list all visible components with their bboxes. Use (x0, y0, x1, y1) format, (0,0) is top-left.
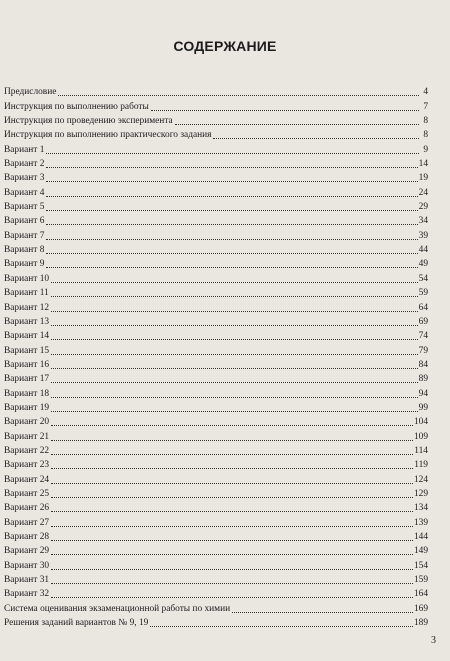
toc-entry-label: Вариант 23 (4, 460, 50, 471)
dot-leader (46, 153, 419, 154)
dot-leader (51, 339, 418, 340)
toc-entry-label: Вариант 11 (4, 288, 49, 299)
toc-entry (4, 184, 428, 198)
dot-leader (46, 181, 417, 182)
toc-entry (4, 98, 428, 112)
toc-entry (4, 170, 428, 184)
dot-leader (150, 626, 413, 627)
toc-entry (4, 443, 428, 457)
toc-entry-label: Вариант 9 (4, 259, 45, 270)
toc-entry (4, 113, 428, 127)
toc-entry-label: Вариант 29 (4, 546, 50, 557)
page-number: 3 (431, 635, 436, 646)
dot-leader (46, 167, 417, 168)
toc-entry (4, 615, 428, 629)
toc-entry (4, 428, 428, 442)
toc-entry-page: 64 (418, 302, 428, 313)
toc-entry-page: 8 (423, 130, 428, 141)
toc-entry-label: Вариант 24 (4, 474, 50, 485)
toc-entry-label: Вариант 4 (4, 187, 45, 198)
toc-entry-page: 189 (413, 618, 428, 629)
toc-entry-label: Вариант 5 (4, 202, 45, 213)
dot-leader (51, 311, 418, 312)
toc-entry (4, 227, 428, 241)
toc-entry-page: 34 (418, 216, 428, 227)
toc-entry-page: 74 (418, 331, 428, 342)
dot-leader (175, 124, 419, 125)
toc-entry-page: 59 (418, 288, 428, 299)
toc-entry-label: Вариант 20 (4, 417, 50, 428)
toc-entry-page: 164 (413, 589, 428, 600)
toc-entry-page: 139 (413, 517, 428, 528)
toc-entry-page: 154 (413, 560, 428, 571)
toc-entry-page: 7 (423, 101, 428, 112)
toc-entry (4, 199, 428, 213)
dot-leader (46, 210, 417, 211)
toc-entry (4, 385, 428, 399)
toc-entry-label: Вариант 26 (4, 503, 50, 514)
dot-leader (46, 239, 417, 240)
toc-entry-page: 44 (418, 245, 428, 256)
toc-entry (4, 557, 428, 571)
toc-entry-page: 109 (413, 431, 428, 442)
toc-entry-label: Система оценивания экзаменационной работы по химии (4, 603, 231, 614)
toc-entry (4, 270, 428, 284)
dot-leader (51, 554, 413, 555)
page-title: СОДЕРЖАНИЕ (173, 38, 277, 54)
toc-entry (4, 572, 428, 586)
toc-entry-page: 9 (423, 144, 428, 155)
toc-entry-label: Вариант 32 (4, 589, 50, 600)
toc-entry-page: 129 (413, 488, 428, 499)
toc-entry-label: Решения заданий вариантов № 9, 19 (4, 618, 149, 629)
toc-entry (4, 371, 428, 385)
toc-entry-page: 99 (418, 402, 428, 413)
toc-entry-page: 54 (418, 273, 428, 284)
toc-entry-label: Вариант 27 (4, 517, 50, 528)
toc-entry-label: Вариант 15 (4, 345, 50, 356)
toc-entry-page: 8 (423, 116, 428, 127)
toc-entry-page: 14 (418, 159, 428, 170)
toc-entry (4, 471, 428, 485)
toc-entry-label: Инструкция по выполнению практического задания (4, 130, 212, 141)
toc-entry-page: 169 (413, 603, 428, 614)
toc-entry (4, 256, 428, 270)
toc-entry-label: Вариант 13 (4, 316, 50, 327)
toc-entry-page: 144 (413, 532, 428, 542)
dot-leader (46, 267, 417, 268)
toc-entry-label: Вариант 6 (4, 216, 45, 227)
toc-entry-label: Вариант 2 (4, 159, 45, 170)
toc-entry (4, 328, 428, 342)
toc-entry-label: Вариант 21 (4, 431, 50, 442)
toc-entry (4, 600, 428, 614)
toc-entry-label: Вариант 31 (4, 575, 50, 586)
toc-entry-page: 49 (418, 259, 428, 270)
toc-entry-page: 159 (413, 575, 428, 586)
dot-leader (51, 325, 418, 326)
dot-leader (51, 597, 413, 598)
dot-leader (51, 440, 413, 441)
toc-entry (4, 486, 428, 500)
dot-leader (51, 454, 413, 455)
toc-entry-page: 84 (418, 359, 428, 370)
toc-entry-page: 24 (418, 187, 428, 198)
dot-leader (51, 583, 413, 584)
toc-entry-page: 119 (414, 460, 428, 471)
dot-leader (46, 253, 417, 254)
table-of-contents (4, 84, 428, 629)
toc-entry-label: Инструкция по проведению эксперимента (4, 116, 173, 127)
toc-entry (4, 156, 428, 170)
toc-entry-page: 19 (418, 173, 428, 184)
toc-entry-label: Предисловие (4, 87, 57, 98)
toc-entry (4, 127, 428, 141)
toc-entry (4, 84, 428, 98)
toc-entry-label: Вариант 7 (4, 230, 45, 241)
toc-entry-page: 114 (414, 445, 428, 456)
dot-leader (51, 483, 413, 484)
dot-leader (51, 382, 418, 383)
dot-leader (51, 540, 413, 541)
toc-entry-label: Вариант 17 (4, 374, 50, 385)
dot-leader (51, 425, 413, 426)
toc-entry-label: Вариант 18 (4, 388, 50, 399)
dot-leader (151, 110, 419, 111)
toc-entry-label: Вариант 1 (4, 144, 45, 155)
toc-entry-page: 124 (413, 474, 428, 485)
toc-entry-label: Вариант 12 (4, 302, 50, 313)
toc-entry-label: Вариант 30 (4, 560, 50, 571)
toc-entry-page: 4 (423, 87, 428, 98)
toc-entry-label: Вариант 19 (4, 402, 50, 413)
toc-entry-label: Инструкция по выполнению работы (4, 101, 149, 112)
toc-entry-page: 149 (413, 546, 428, 557)
dot-leader (213, 138, 419, 139)
toc-entry-page: 39 (418, 230, 428, 241)
dot-leader (46, 224, 417, 225)
toc-entry (4, 141, 428, 155)
toc-entry-page: 134 (413, 503, 428, 514)
toc-entry (4, 586, 428, 600)
toc-entry-page: 89 (418, 374, 428, 385)
toc-entry-label: Вариант 3 (4, 173, 45, 184)
toc-entry (4, 299, 428, 313)
toc-entry (4, 342, 428, 356)
toc-entry (4, 514, 428, 528)
toc-entry-page: 29 (418, 202, 428, 213)
toc-entry-label: Вариант 14 (4, 331, 50, 342)
dot-leader (51, 526, 413, 527)
toc-entry-label: Вариант 28 (4, 532, 50, 542)
toc-entry (4, 400, 428, 414)
toc-entry-label: Вариант 25 (4, 488, 50, 499)
toc-entry-label: Вариант 10 (4, 273, 50, 284)
dot-leader (46, 196, 417, 197)
dot-leader (51, 569, 413, 570)
toc-entry-label: Вариант 16 (4, 359, 50, 370)
toc-entry-label: Вариант 8 (4, 245, 45, 256)
toc-entry (4, 242, 428, 256)
toc-entry (4, 457, 428, 471)
dot-leader (58, 95, 419, 96)
toc-entry (4, 414, 428, 428)
toc-entry (4, 285, 428, 299)
dot-leader (51, 282, 418, 283)
toc-entry-page: 79 (418, 345, 428, 356)
toc-entry (4, 357, 428, 371)
dot-leader (51, 368, 418, 369)
dot-leader (51, 511, 413, 512)
dot-leader (51, 354, 418, 355)
dot-leader (51, 296, 418, 297)
dot-leader (51, 497, 413, 498)
toc-entry-label: Вариант 22 (4, 445, 50, 456)
dot-leader (51, 468, 413, 469)
dot-leader (51, 411, 418, 412)
toc-entry-page: 104 (413, 417, 428, 428)
toc-entry-page: 69 (418, 316, 428, 327)
toc-entry (4, 543, 428, 557)
toc-entry-page: 94 (418, 388, 428, 399)
toc-entry (4, 500, 428, 514)
dot-leader (232, 612, 413, 613)
toc-entry (4, 529, 428, 543)
toc-entry (4, 213, 428, 227)
dot-leader (51, 397, 418, 398)
toc-entry (4, 314, 428, 328)
